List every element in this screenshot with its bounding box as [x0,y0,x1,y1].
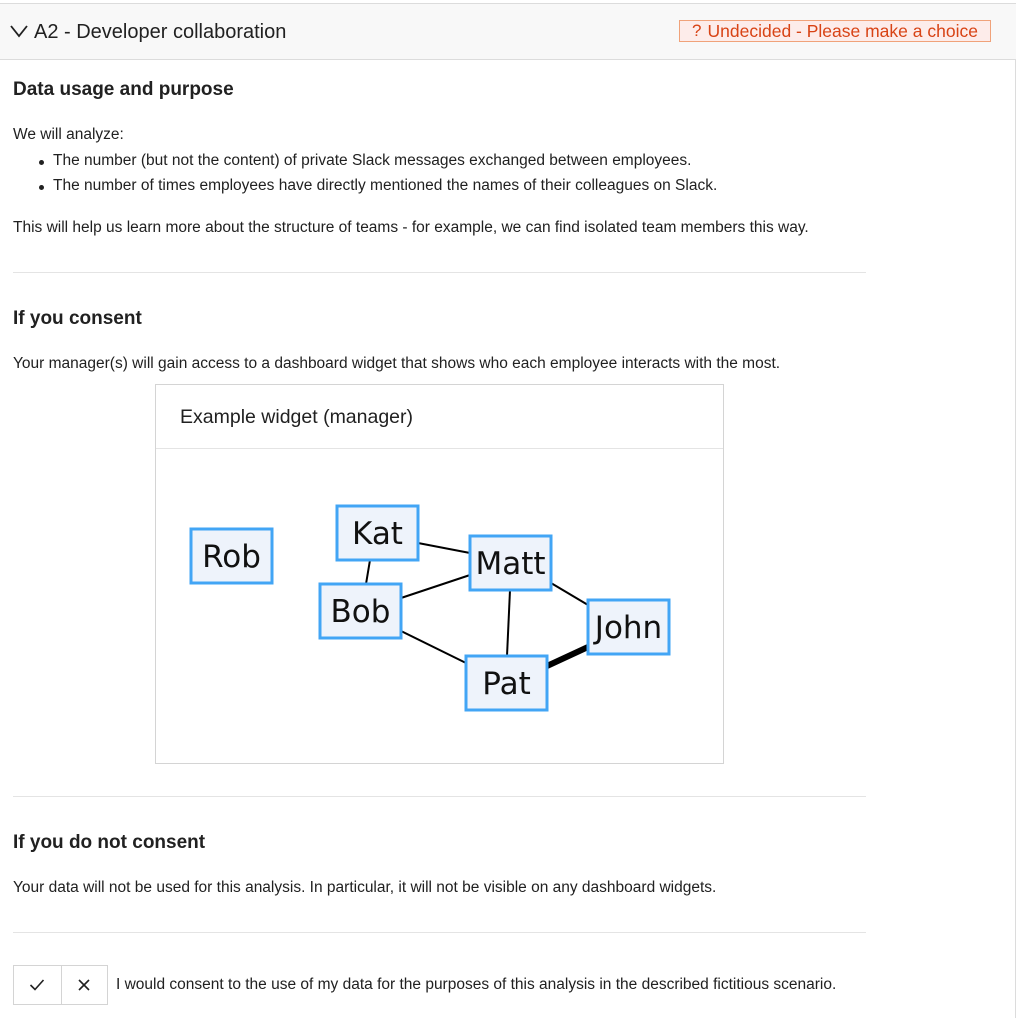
edge-bob-matt [401,575,470,598]
edge-bob-pat [401,631,466,663]
no-consent-text: Your data will not be used for this analysis. In particular, it will not be visible on any dashboard widgets. [13,879,717,896]
section-divider [13,796,866,797]
edge-matt-pat [507,590,510,656]
graph-node-label: Rob [202,539,261,575]
section-title: A2 - Developer collaboration [34,21,287,43]
question-icon: ? [692,21,702,40]
graph-node-label: Kat [352,516,403,552]
graph-node-kat [337,506,418,560]
usage-bullet-2: The number of times employees have directly mentioned the names of their colleagues on Slack. [53,177,718,194]
reject-button[interactable] [61,966,108,1004]
graph-node-label: Bob [330,594,391,630]
usage-heading: Data usage and purpose [13,79,234,100]
edge-pat-john [547,647,588,666]
example-widget [155,384,724,764]
network-graph [156,385,723,763]
edge-matt-john [551,583,588,605]
no-consent-heading: If you do not consent [13,832,206,853]
accept-button[interactable] [14,966,61,1004]
usage-intro: We will analyze: [13,126,124,143]
graph-node-bob [320,584,401,638]
graph-node-john [588,600,669,654]
consent-heading: If you consent [13,308,142,329]
check-icon [29,978,45,992]
graph-node-label: Pat [482,666,531,702]
section-divider [13,272,866,273]
usage-bullet-1: The number (but not the content) of private Slack messages exchanged between employees. [53,152,692,169]
graph-node-rob [191,529,272,583]
accordion-header[interactable] [0,4,1016,60]
graph-node-matt [470,536,551,590]
status-text: Undecided - Please make a choice [707,20,978,41]
graph-node-label: John [594,610,663,646]
status-badge [679,20,991,42]
right-border [1015,60,1016,1018]
chevron-down-icon[interactable] [10,24,28,38]
consent-text: Your manager(s) will gain access to a dashboard widget that shows who each employee interacts with the most. [13,355,781,372]
x-icon [77,978,91,992]
graph-node-pat [466,656,547,710]
consent-statement: I would consent to the use of my data for the purposes of this analysis in the described fictitious scenario. [116,976,837,993]
usage-summary: This will help us learn more about the structure of teams - for example, we can find isolated team members this way. [13,219,809,236]
widget-title: Example widget (manager) [180,406,414,428]
edge-kat-bob [366,560,370,584]
edge-kat-matt [418,543,470,553]
consent-toggle [13,965,108,1005]
graph-node-label: Matt [475,546,546,582]
section-divider [13,932,866,933]
